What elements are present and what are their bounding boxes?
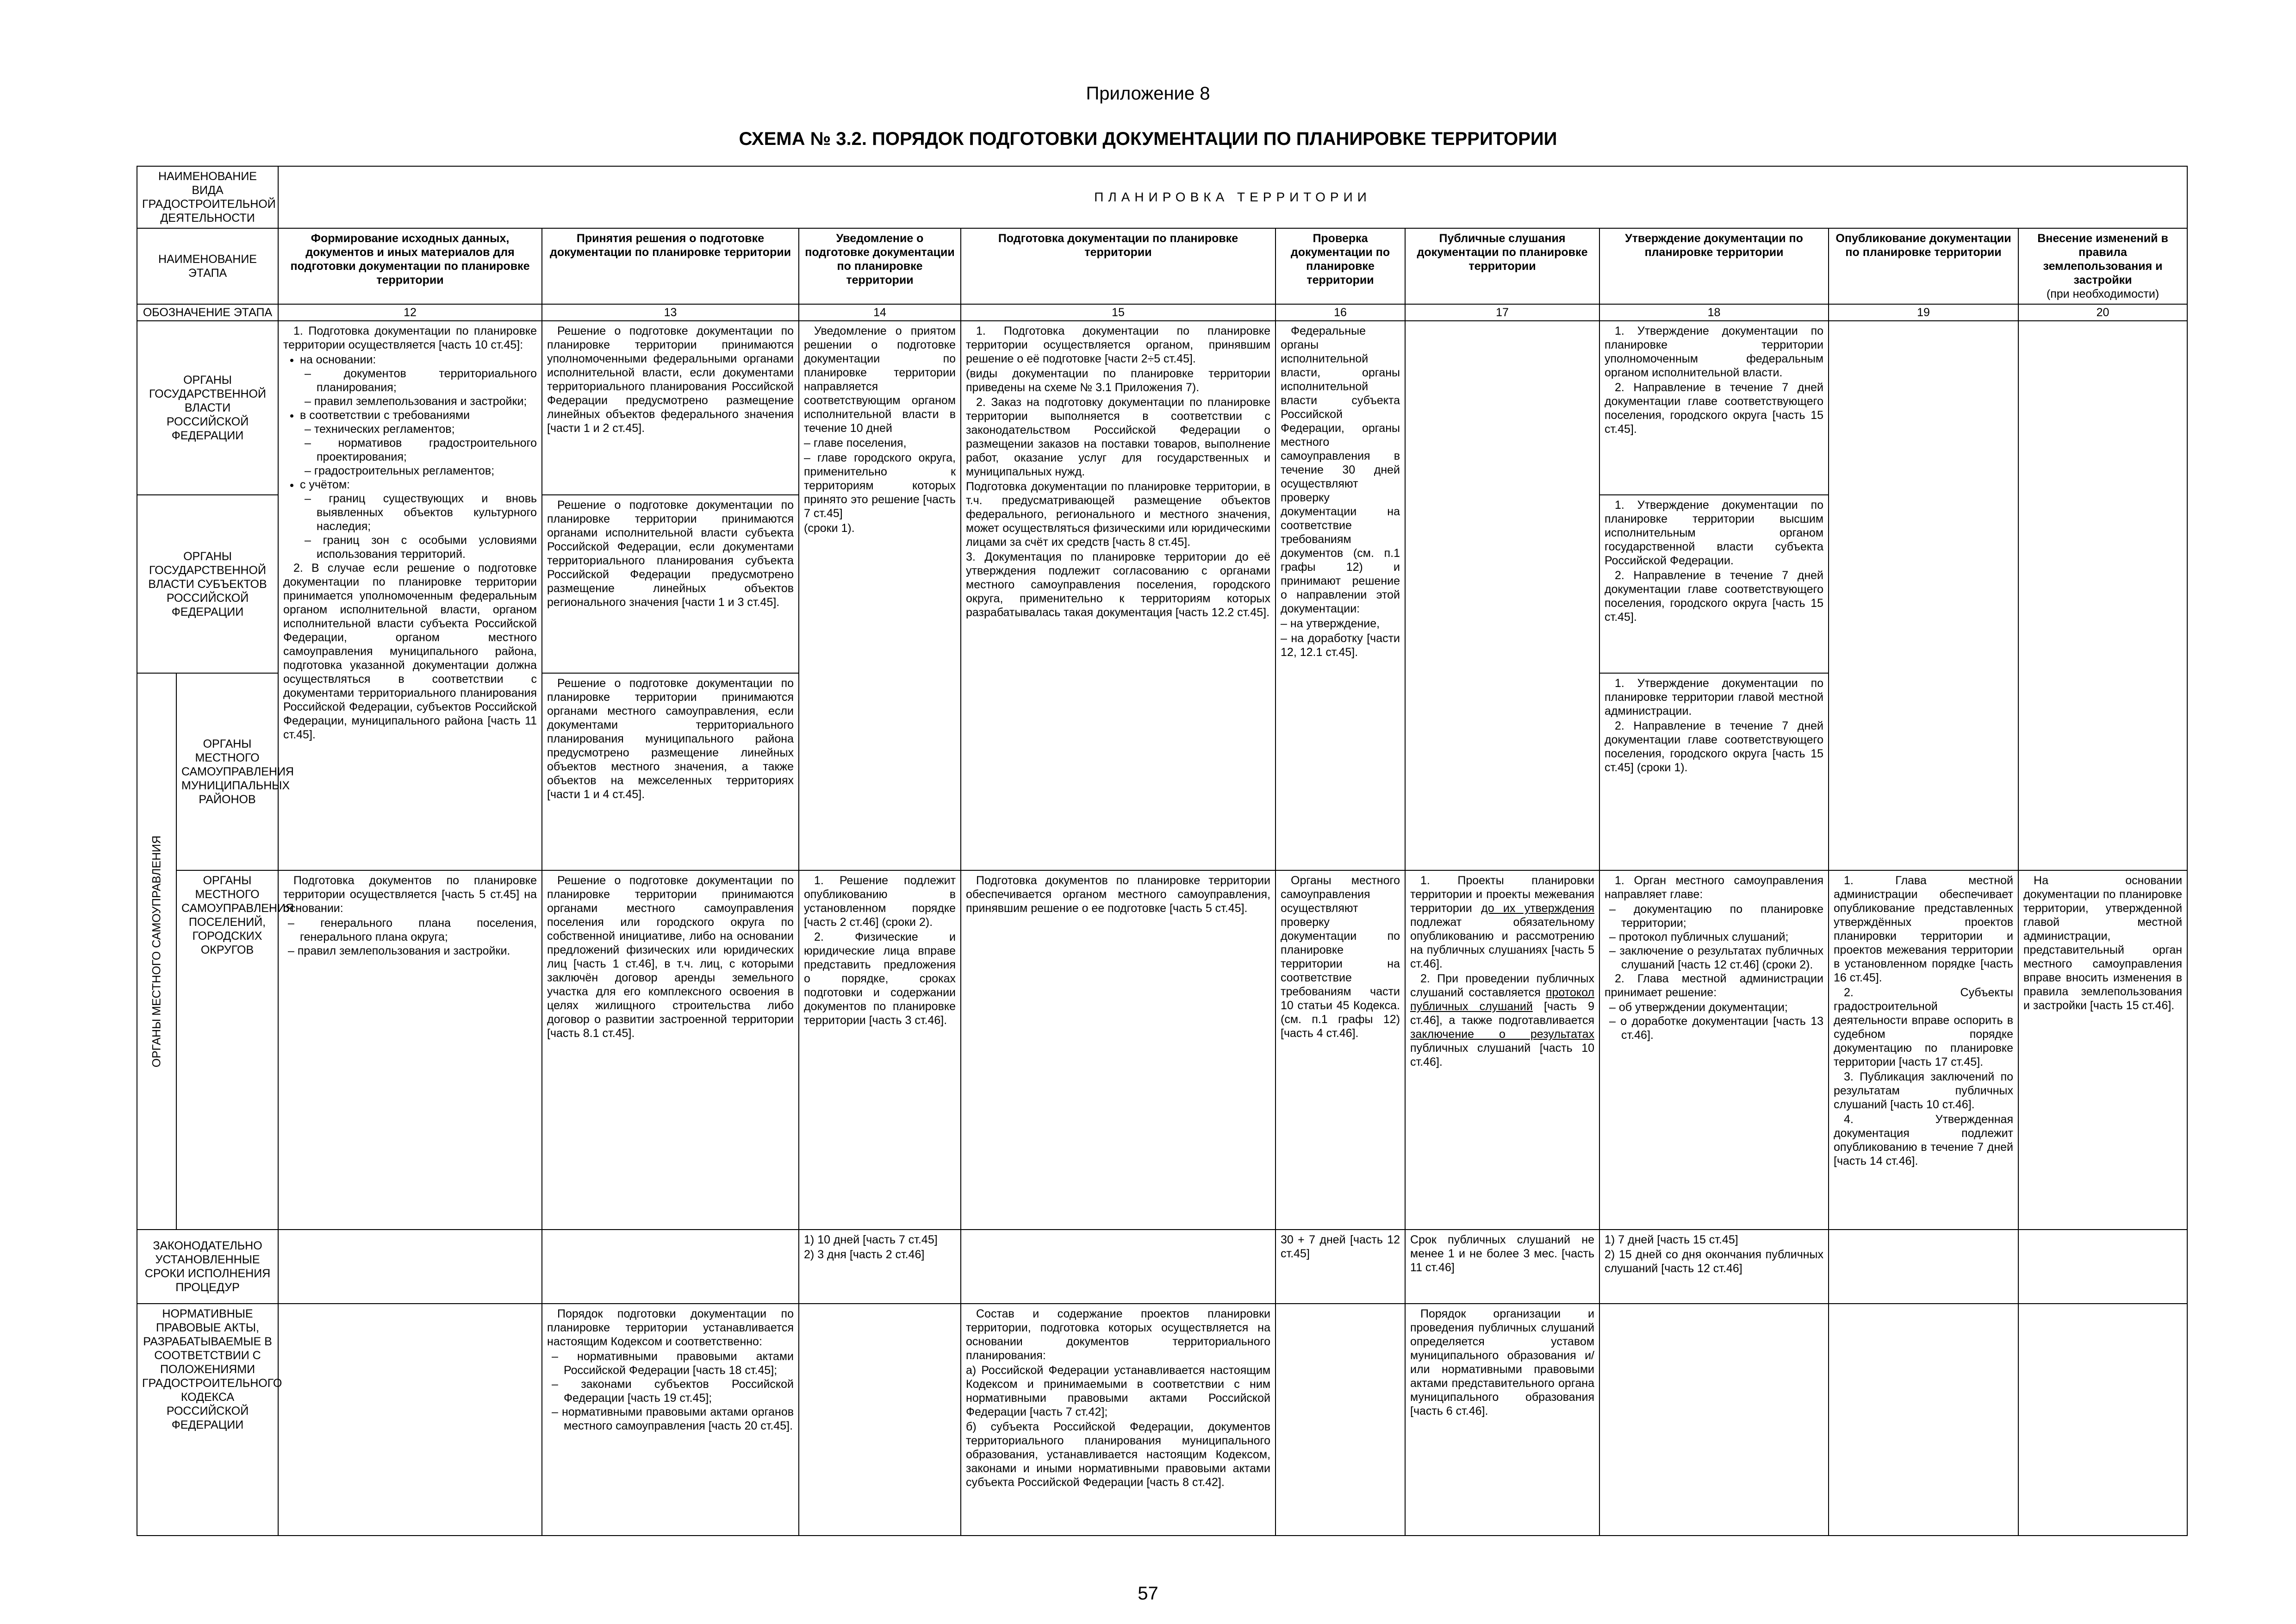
- c13-district-text: Решение о подготовке документации по планировке территории принимаются органами местного самоуправления, если документами территориального планирования муниципального района предусмотрено размещение линейных объектов местного значения, а также объектов на межселенных территориях [части 1 и 4 ст.45].: [547, 677, 794, 801]
- c15-p2b: Подготовка документации по планировке территории, в т.ч. предусматривающей размещение объектов федерального, регионального и местного значения, может осуществляться физическими или юридическими лицами за счёт их средств [часть 8 ст.45].: [966, 480, 1271, 549]
- c15-p3: 3. Документация по планировке территории до её утверждения подлежит согласованию с органами местного самоуправления поселения, городского округа, применительно к территориям которых разрабатывалась такая документация [часть 12.2 ст.45].: [966, 550, 1271, 619]
- stage-name-20-text: Внесение изменений в правила землепользования и застройки: [2037, 232, 2168, 287]
- c12-p2: 2. В случае если решение о подготовке документации по планировке территории принимается уполномоченным федеральным органом исполнительной власти, органом исполнительной власти субъекта Российской Федерации, органом местного самоуправления муниципального района, подготовка указанной документации должна осуществляться в соответствии с документами территориального планирования Российской Федерации, субъектов Российской Федерации, муниципального района [часть 11 ст.45].: [283, 562, 537, 742]
- cell-18-settlement: [1599, 870, 1829, 1230]
- stage-name-20: [2018, 228, 2187, 304]
- cell-12-gov: [278, 321, 542, 870]
- c14-terms-2: 2) 3 дня [часть 2 ст.46]: [804, 1248, 925, 1262]
- stage-name-12: Формирование исходных данных, документов и иных материалов для подготовки документации по планировке территории: [278, 228, 542, 304]
- c16-settlement-text: Органы местного самоуправления осуществляют проверку документации по планировке территории на соответствие требованиям части 10 статьи 45 Кодекса. (см. п.1 графы 12) [часть 4 ст.46].: [1281, 874, 1400, 1040]
- cell-19-terms: [1829, 1230, 2018, 1304]
- c12-b3-i1-text: границ существующих и вновь выявленных объектов культурного наследия;: [317, 492, 537, 533]
- c17-p1-b: подлежат обязательному опубликованию и рассмотрению на публичных слушаниях [часть 5 ст.46].: [1410, 916, 1595, 971]
- c16-top-p: Федеральные органы исполнительной власти, органы исполнительной власти субъекта Российской Федерации, органы местного самоуправления в течение 30 дней осуществляют проверку документации на соответствие требованиям документов (см. п.1 графы 12) и принимают решение о направлении этой документации:: [1281, 325, 1400, 616]
- c13-acts-i3: – нормативными правовыми актами органов местного самоуправления [часть 20 ст.45].: [552, 1405, 794, 1433]
- c13-acts-i1-text: нормативными правовыми актами Российской Федерации [часть 18 ст.45];: [564, 1350, 794, 1377]
- c18-settlement-j1: – об утверждении документации;: [1609, 1001, 1788, 1014]
- c15-p2: 2. Заказ на подготовку документации по планировке территории выполняется в соответствии с законодательством Российской Федерации о размещении заказов на поставки товаров, выполнение работ, оказание услуг для государственных и муниципальных нужд.: [966, 396, 1271, 479]
- c12-b2-i3: – градостроительных регламентов;: [305, 464, 495, 478]
- cell-18-regional: [1599, 495, 1829, 674]
- cell-16-settlement: [1276, 870, 1405, 1230]
- c17-p2-u2: заключение о результатах: [1410, 1028, 1595, 1041]
- c18-settlement-p2: 2. Глава местной администрации принимает решение:: [1605, 972, 1824, 999]
- c12-b1: [300, 353, 537, 408]
- c18-district-p1: 1. Утверждение документации по планировке территории главой местной администрации.: [1605, 677, 1824, 718]
- cell-19-acts: [1829, 1304, 2018, 1536]
- cell-17-settlement: [1405, 870, 1599, 1230]
- c12-b1-i2-text: правил землепользования и застройки;: [314, 395, 527, 408]
- c17-settlement-p1: [1410, 874, 1594, 971]
- cell-20-gov: [2018, 321, 2187, 870]
- c12-settlement-i1-text: генерального плана поселения, генерального плана округа;: [300, 917, 537, 944]
- c17-p1-u: до их утверждения: [1481, 902, 1595, 915]
- cell-20-terms: [2018, 1230, 2187, 1304]
- cell-14-terms: [799, 1230, 961, 1304]
- c18-settlement-i1: – документацию по планировке территории;: [1609, 903, 1824, 930]
- c18-s-i3-text: заключение о результатах публичных слушаний [часть 12 ст.46] (сроки 2).: [1619, 944, 1824, 972]
- scheme-table: [137, 166, 2188, 1536]
- c18-settlement-p1: 1. Орган местного самоуправления направляет главе:: [1605, 874, 1824, 901]
- c12-bullets: [283, 353, 537, 561]
- c12-b2: [300, 408, 537, 478]
- cell-13-settlement: [542, 870, 799, 1230]
- c15-acts-p: Состав и содержание проектов планировки территории, подготовка которых осуществляется на основании документов территориального планирования:: [966, 1307, 1271, 1362]
- c14-settlement-p2: 2. Физические и юридические лица вправе представить предложения о порядке, сроках подготовки и содержании документов по планировке территории [часть 3 ст.46].: [804, 931, 956, 1027]
- cell-15-terms: [961, 1230, 1276, 1304]
- c15-acts-a: а) Российской Федерации устанавливается настоящим Кодексом и принимаемыми в соответствии с ним нормативными правовыми актами Российской Федерации [часть 7 ст.42];: [966, 1364, 1271, 1419]
- c18-regional-p1: 1. Утверждение документации по планировке территории высшим исполнительным органом государственной власти субъекта Российской Федерации.: [1605, 498, 1824, 567]
- c13-acts-i1: – нормативными правовыми актами Российской Федерации [часть 18 ст.45];: [552, 1350, 794, 1377]
- c12-settlement-i2: – правил землепользования и застройки.: [288, 944, 510, 958]
- c18-terms-1: 1) 7 дней [часть 15 ст.45]: [1605, 1233, 1738, 1247]
- stage-num-18: 18: [1599, 304, 1829, 321]
- c13-regional-text: Решение о подготовке документации по планировке территории принимаются органами исполнительной власти субъекта Российской Федерации, если документами территориального планирования субъекта Российской Федерации предусмотрено размещение линейных объектов регионального значения [части 1 и 3 ст.45].: [547, 498, 794, 609]
- c18-settlement-i2: – протокол публичных слушаний;: [1609, 931, 1789, 944]
- stage-num-17: 17: [1405, 304, 1599, 321]
- c18-district-p2: 2. Направление в течение 7 дней документации главе соответствующего поселения, городского округа [часть 15 ст.45] (сроки 1).: [1605, 719, 1824, 775]
- c12-b3-i2: – границ зон с особыми условиями использования территорий.: [305, 534, 537, 561]
- c15-p1b: (виды документации по планировке территории приведены на схеме № 3.1 Приложения 7).: [966, 367, 1271, 394]
- cell-19-settlement: [1829, 870, 2018, 1230]
- c17-p2-u: протокол публичных слушаний: [1410, 986, 1595, 1013]
- c13-acts-p: Порядок подготовки документации по планировке территории устанавливается настоящим Кодексом и соответственно:: [547, 1307, 794, 1349]
- c19-p4: 4. Утвержденная документация подлежит опубликованию в течение 7 дней [часть 14 ст.46].: [1834, 1113, 2014, 1168]
- c12-b3-i2-text: границ зон с особыми условиями использования территорий.: [317, 534, 537, 561]
- page-title: СХЕМА № 3.2. ПОРЯДОК ПОДГОТОВКИ ДОКУМЕНТАЦИИ ПО ПЛАНИРОВКЕ ТЕРРИТОРИИ: [739, 129, 1557, 149]
- cell-15-gov: [961, 321, 1276, 870]
- activity-value: ПЛАНИРОВКА ТЕРРИТОРИИ: [278, 166, 2187, 228]
- c12-b2-i2: – нормативов градостроительного проектирования;: [305, 437, 537, 464]
- c13-federal-text: Решение о подготовке документации по планировке территории принимаются уполномоченными федеральными органами исполнительной власти, если документами территориального планирования Российской Федерации предусмотрено размещение линейных объектов федерального значения [части 1 и 2 ст.45].: [547, 325, 794, 435]
- c18-settlement-i3: – заключение о результатах публичных слушаний [часть 12 ст.46] (сроки 2).: [1609, 944, 1824, 972]
- c12-settlement-i1: – генерального плана поселения, генерального плана округа;: [288, 917, 537, 944]
- stage-num-16: 16: [1276, 304, 1405, 321]
- cell-14-settlement: [799, 870, 961, 1230]
- stage-name-16: Проверка документации по планировке территории: [1276, 228, 1405, 304]
- c16-top-i2: – на доработку [части 12, 12.1 ст.45].: [1281, 632, 1400, 659]
- stage-num-12: 12: [278, 304, 542, 321]
- cell-20-acts: [2018, 1304, 2187, 1536]
- c12-b2-i1-text: технических регламентов;: [314, 423, 455, 436]
- stage-num-20: 20: [2018, 304, 2187, 321]
- cell-15-acts: [961, 1304, 1276, 1536]
- cell-14-gov: [799, 321, 961, 870]
- c18-s-i2-text: протокол публичных слушаний;: [1618, 931, 1789, 944]
- c14-terms-1: 1) 10 дней [часть 7 ст.45]: [804, 1233, 938, 1247]
- c18-federal-p1: 1. Утверждение документации по планировке территории уполномоченным федеральным органом исполнительной власти.: [1605, 325, 1824, 380]
- cell-18-acts: [1599, 1304, 1829, 1536]
- c18-s-j2-text: о доработке документации [часть 13 ст.46].: [1620, 1015, 1824, 1042]
- c12-b1-i1: – документов территориального планирования;: [305, 367, 537, 394]
- cell-12-acts: [278, 1304, 542, 1536]
- cell-18-terms: [1599, 1230, 1829, 1304]
- stage-name-15: Подготовка документации по планировке территории: [961, 228, 1276, 304]
- c16-terms-text: 30 + 7 дней [часть 12 ст.45]: [1281, 1233, 1400, 1261]
- cell-18-district: [1599, 673, 1829, 870]
- c19-p1: 1. Глава местной администрации обеспечивает опубликование представленных утверждённых проектов планировки территории и проектов межевания территории в установленном порядке [часть 16 ст.45].: [1834, 874, 2014, 985]
- row-label-acts: НОРМАТИВНЫЕ ПРАВОВЫЕ АКТЫ, РАЗРАБАТЫВАЕМЫЕ В СООТВЕТСТВИИ С ПОЛОЖЕНИЯМИ ГРАДОСТРОИТЕЛЬНОГО КОДЕКСА РОССИЙСКОЙ ФЕДЕРАЦИИ: [137, 1304, 278, 1536]
- cell-18-federal: [1599, 321, 1829, 495]
- c12-b1-text: на основании:: [300, 353, 376, 367]
- c18-federal-p2: 2. Направление в течение 7 дней документации главе соответствующего поселения, городского округа [часть 15 ст.45].: [1605, 381, 1824, 436]
- c12-settlement-p: Подготовка документов по планировке территории осуществляется [часть 5 ст.45] на основании:: [283, 874, 537, 915]
- c12-b3: [300, 478, 537, 561]
- cell-15-settlement: [961, 870, 1276, 1230]
- c12-b2-i1: – технических регламентов;: [305, 423, 455, 436]
- c18-settlement-j2: – о доработке документации [часть 13 ст.46].: [1609, 1015, 1824, 1042]
- c14-top-i3: (сроки 1).: [804, 522, 855, 535]
- c14-top-i1: – главе поселения,: [804, 437, 907, 450]
- stage-name-20-note: (при необходимости): [2046, 287, 2159, 301]
- c18-regional-p2: 2. Направление в течение 7 дней документации главе соответствующего поселения, городского округа [часть 15 ст.45].: [1605, 568, 1824, 624]
- c12-b1-i2: – правил землепользования и застройки;: [305, 395, 527, 408]
- c12-b2-text: в соответствии с требованиями: [300, 409, 470, 422]
- stage-name-14: Уведомление о подготовке документации по планировке территории: [799, 228, 961, 304]
- stage-num-14: 14: [799, 304, 961, 321]
- c16-top-i1: – на утверждение,: [1281, 617, 1380, 631]
- appendix-label: Приложение 8: [1086, 83, 1210, 104]
- row-label-local-group: ОРГАНЫ МЕСТНОГО САМОУПРАВЛЕНИЯ: [137, 673, 176, 1230]
- c12-b2-i3-text: градостроительных регламентов;: [314, 464, 495, 478]
- cell-17-acts: [1405, 1304, 1599, 1536]
- cell-17-gov: [1405, 321, 1599, 870]
- cell-17-terms: [1405, 1230, 1599, 1304]
- page-number: 57: [1138, 1583, 1158, 1604]
- c17-p2-c: публичных слушаний [часть 10 ст.46].: [1410, 1042, 1595, 1069]
- c13-acts-i2-text: законами субъектов Российской Федерации [часть 19 ст.45];: [564, 1378, 794, 1405]
- cell-13-federal: [542, 321, 799, 495]
- stage-name-13: Принятия решения о подготовке документации по планировке территории: [542, 228, 799, 304]
- cell-13-terms: [542, 1230, 799, 1304]
- stage-num-15: 15: [961, 304, 1276, 321]
- activity-label: НАИМЕНОВАНИЕ ВИДА ГРАДОСТРОИТЕЛЬНОЙ ДЕЯТЕЛЬНОСТИ: [137, 166, 278, 228]
- c14-top-p: Уведомление о приятом решении о подготовке документации по планировке территории направляется соответствующим органом исполнительной власти в течение 10 дней: [804, 325, 956, 435]
- c15-p1: 1. Подготовка документации по планировке территории осуществляется органом, принявшим решение о её подготовке [части 2÷5 ст.45].: [966, 325, 1271, 366]
- stage-name-19: Опубликование документации по планировке территории: [1829, 228, 2018, 304]
- c12-b3-i1: – границ существующих и вновь выявленных объектов культурного наследия;: [305, 492, 537, 533]
- c13-acts-i2: – законами субъектов Российской Федерации [часть 19 ст.45];: [552, 1378, 794, 1405]
- cell-16-gov: [1276, 321, 1405, 870]
- c15-settlement-text: Подготовка документов по планировке территории обеспечивается органом местного самоуправления, принявшим решение о ее подготовке [часть 5 ст.45].: [966, 874, 1271, 915]
- cell-13-district: [542, 673, 799, 870]
- c20-text: На основании документации по планировке территории, утвержденной главой местной администрации, представительный орган местного самоуправления вправе вносить изменения в правила землепользования и застройки [часть 15 ст.46].: [2023, 874, 2183, 1012]
- cell-13-acts: [542, 1304, 799, 1536]
- row-label-federal: ОРГАНЫ ГОСУДАРСТВЕННОЙ ВЛАСТИ РОССИЙСКОЙ ФЕДЕРАЦИИ: [137, 321, 278, 495]
- c17-terms-text: Срок публичных слушаний не менее 1 и не более 3 мес. [часть 11 ст.46]: [1410, 1233, 1595, 1274]
- c17-p1-a: 1. Проекты планировки территории и проекты межевания территории: [1410, 874, 1595, 915]
- c14-top-i2: – главе городского округа, применительно к территориям которых принято это решение [часть 7 ст.45]: [804, 451, 956, 520]
- c12-p1: 1. Подготовка документации по планировке территории осуществляется [часть 10 ст.45]:: [283, 325, 537, 352]
- row-label-regional: ОРГАНЫ ГОСУДАРСТВЕННОЙ ВЛАСТИ СУБЪЕКТОВ РОССИЙСКОЙ ФЕДЕРАЦИИ: [137, 495, 278, 674]
- stage-name-18: Утверждение документации по планировке территории: [1599, 228, 1829, 304]
- stage-name-17: Публичные слушания документации по планировке территории: [1405, 228, 1599, 304]
- c15-acts-b: б) субъекта Российской Федерации, документов территориального планирования муниципального образования, устанавливается настоящим Кодексом, законами и иными нормативными правовыми актами субъекта Российской Федерации [часть 8 ст.42].: [966, 1420, 1271, 1489]
- c12-b3-text: с учётом:: [300, 478, 350, 492]
- c19-p3: 3. Публикация заключений по результатам публичных слушаний [часть 10 ст.46].: [1834, 1070, 2014, 1112]
- row-label-settlement: ОРГАНЫ МЕСТНОГО САМОУПРАВЛЕНИЯ ПОСЕЛЕНИЙ, ГОРОДСКИХ ОКРУГОВ: [176, 870, 278, 1230]
- c18-s-j1-text: об утверждении документации;: [1618, 1001, 1788, 1014]
- c17-settlement-p2: [1410, 972, 1594, 1069]
- cell-14-acts: [799, 1304, 961, 1536]
- row-label-district: ОРГАНЫ МЕСТНОГО САМОУПРАВЛЕНИЯ МУНИЦИПАЛЬНЫХ РАЙОНОВ: [176, 673, 278, 870]
- c13-acts-i3-text: нормативными правовыми актами органов местного самоуправления [часть 20 ст.45].: [561, 1405, 794, 1433]
- c17-p2-b: [часть 9 ст.46], а также подготавливается: [1410, 1000, 1595, 1027]
- c14-settlement-p1: 1. Решение подлежит опубликованию в установленном порядке [часть 2 ст.46] (сроки 2).: [804, 874, 956, 929]
- cell-12-settlement: [278, 870, 542, 1230]
- row-label-terms: ЗАКОНОДАТЕЛЬНО УСТАНОВЛЕННЫЕ СРОКИ ИСПОЛНЕНИЯ ПРОЦЕДУР: [137, 1230, 278, 1304]
- cell-19-gov: [1829, 321, 2018, 870]
- cell-13-regional: [542, 495, 799, 674]
- cell-16-terms: [1276, 1230, 1405, 1304]
- stage-label: НАИМЕНОВАНИЕ ЭТАПА: [137, 228, 278, 304]
- c18-s-i1-text: документацию по планировке территории;: [1621, 903, 1824, 930]
- cell-20-settlement: [2018, 870, 2187, 1230]
- c12-b2-i2-text: нормативов градостроительного проектирования;: [317, 437, 537, 464]
- c17-acts-text: Порядок организации и проведения публичных слушаний определяется уставом муниципального образования и/или нормативными правовыми актами представительного органа муниципального образования [часть 6 ст.46].: [1410, 1307, 1595, 1418]
- c12-b1-i1-text: документов территориального планирования;: [317, 367, 537, 394]
- c17-p2-a: 2. При проведении публичных слушаний составляется: [1410, 972, 1595, 999]
- stage-code-label: ОБОЗНАЧЕНИЕ ЭТАПА: [137, 304, 278, 321]
- c13-settlement-text: Решение о подготовке документации по планировке территории принимаются органами местного самоуправления поселения или городского округа по собственной инициативе, либо на основании предложений физических или юридических лиц [часть 1 ст.46], в т.ч. лиц, с которыми заключён договор аренды земельного участка для его комплексного освоения в целях жилищного строительства либо договор о развитии застроенной территории [часть 8.1 ст.45].: [547, 874, 794, 1040]
- stage-num-19: 19: [1829, 304, 2018, 321]
- c19-p2: 2. Субъекты градостроительной деятельности вправе оспорить в судебном порядке документацию по планировке территории [часть 17 ст.45].: [1834, 986, 2014, 1069]
- c18-terms-2: 2) 15 дней со дня окончания публичных слушаний [часть 12 ст.46]: [1605, 1248, 1824, 1275]
- c12-settlement-i2-text: правил землепользования и застройки.: [297, 944, 510, 958]
- cell-12-terms: [278, 1230, 542, 1304]
- stage-num-13: 13: [542, 304, 799, 321]
- cell-16-acts: [1276, 1304, 1405, 1536]
